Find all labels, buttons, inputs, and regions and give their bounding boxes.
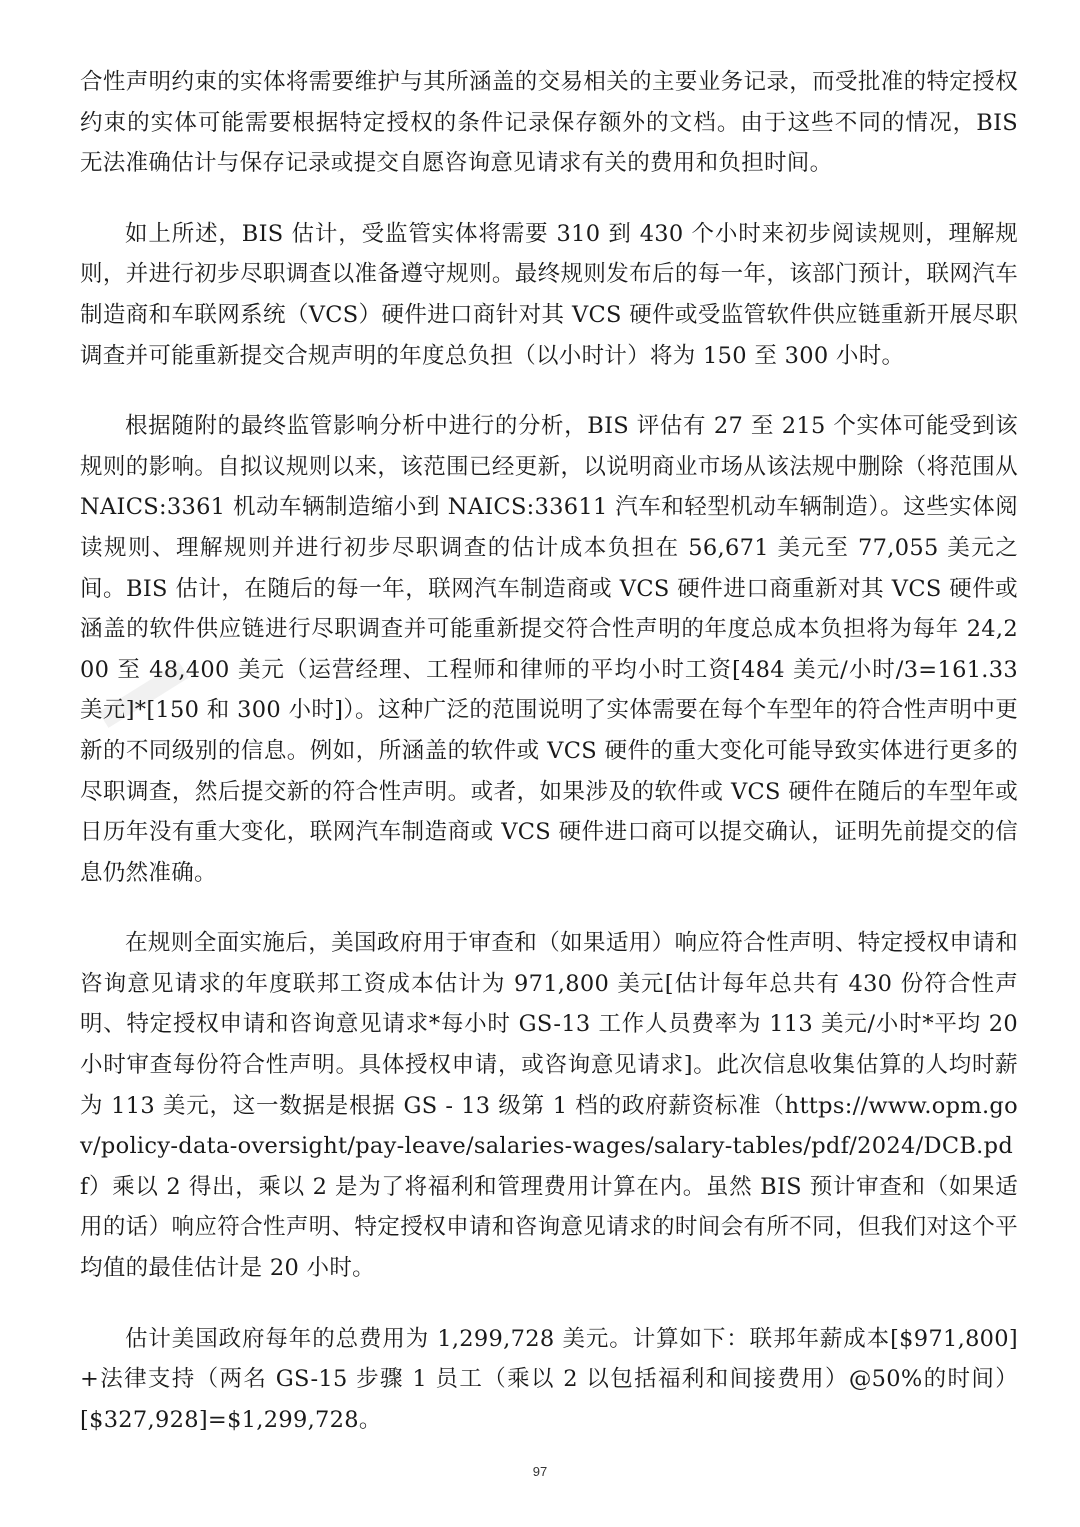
paragraph-3: 根据随附的最终监管影响分析中进行的分析，BIS 评估有 27 至 215 个实体可能受到该规则的影响。自拟议规则以来，该范围已经更新，以说明商业市场从该法规中删除（将范围从 NAICS:3361 机动车辆制造缩小到 NAICS:33611 汽车和轻型机动车辆制造）。这些实体阅读规则、理解规则并进行初步尽职调查的估计成本负担在 56,671 美元至 77,055 美元之间。BIS 估计，在随后的每一年，联网汽车制造商或 VCS 硬件进口商重新对其 VCS 硬件或涵盖的软件供应链进行尽职调查并可能重新提交符合性声明的年度总成本负担将为每年 24,200 至 48,400 美元（运营经理、工程师和律师的平均小时工资[484 美元/小时/3=161.33 美元]*[150 和 300 小时]）。这种广泛的范围说明了实体需要在每个车型年的符合性声明中更新的不同级别的信息。例如，所涵盖的软件或 VCS 硬件的重大变化可能导致实体进行更多的尽职调查，然后提交新的符合性声明。或者，如果涉及的软件或 VCS 硬件在随后的车型年或日历年没有重大变化，联网汽车制造商或 VCS 硬件进口商可以提交确认，证明先前提交的信息仍然准确。: [80, 413, 1018, 886]
paragraph-spacer: [80, 376, 1018, 406]
paragraph-5: 估计美国政府每年的总费用为 1,299,728 美元。计算如下：联邦年薪成本[$971,800]+法律支持（两名 GS-15 步骤 1 员工（乘以 2 以包括福利和间接费用）@50%的时间）[$327,928]=$1,299,728。: [80, 1325, 1018, 1433]
watermark: ▁: [35, 559, 188, 727]
paragraph-4: 在规则全面实施后，美国政府用于审查和（如果适用）响应符合性声明、特定授权申请和咨询意见请求的年度联邦工资成本估计为 971,800 美元[估计每年总共有 430 份符合性声明、特定授权申请和咨询意见请求*每小时 GS-13 工作人员费率为 113 美元/小时*平均 20 小时审查每份符合性声明。具体授权申请，或咨询意见请求]。此次信息收集估算的人均时薪为 113 美元，这一数据是根据 GS - 13 级第 1 档的政府薪资标准（https://www.opm.gov/policy-data-oversight/pay-leave/salaries-wages/salary-tables/pdf/2024/DCB.pdf）乘以 2 得出，乘以 2 是为了将福利和管理费用计算在内。虽然 BIS 预计审查和（如果适用的话）响应符合性声明、特定授权申请和咨询意见请求的时间会有所不同，但我们对这个平均值的最佳估计是 20 小时。: [80, 930, 1018, 1282]
paragraph-spacer: [80, 184, 1018, 214]
page-body: [80, 62, 1018, 1440]
paragraph-1: 合性声明约束的实体将需要维护与其所涵盖的交易相关的主要业务记录，而受批准的特定授权约束的实体可能需要根据特定授权的条件记录保存额外的文档。由于这些不同的情况，BIS 无法准确估计与保存记录或提交自愿咨询意见请求有关的费用和负担时间。: [80, 69, 1018, 177]
paragraph-spacer: [80, 893, 1018, 923]
page-number: 97: [532, 1464, 548, 1479]
paragraph-spacer: [80, 1289, 1018, 1319]
paragraph-2: 如上所述，BIS 估计，受监管实体将需要 310 到 430 个小时来初步阅读规则，理解规则，并进行初步尽职调查以准备遵守规则。最终规则发布后的每一年，该部门预计，联网汽车制造商和车联网系统（VCS）硬件进口商针对其 VCS 硬件或受监管软件供应链重新开展尽职调查并可能重新提交合规声明的年度总负担（以小时计）将为 150 至 300 小时。: [80, 220, 1018, 369]
